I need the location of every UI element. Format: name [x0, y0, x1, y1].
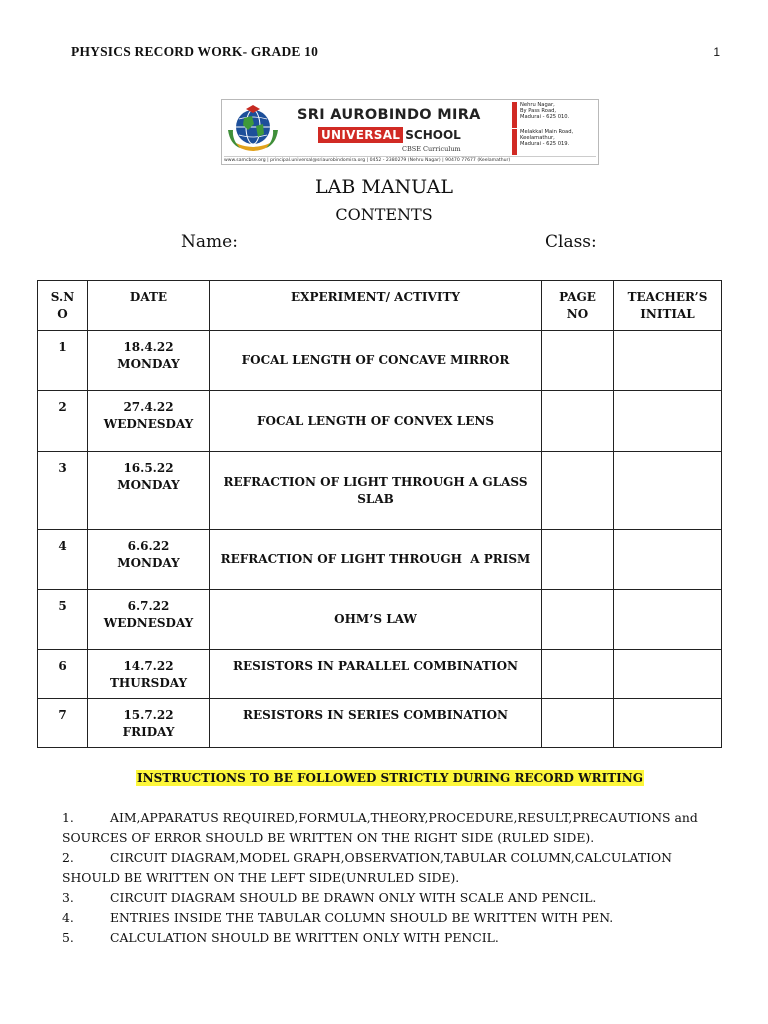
row-date	[88, 590, 210, 650]
row-experiment	[210, 452, 542, 530]
experiment-line1: REFRACTION OF LIGHT THROUGH A GLASS	[223, 474, 528, 489]
row-page-no[interactable]	[542, 590, 614, 650]
date-value: 27.4.22	[123, 400, 174, 414]
header-sno	[38, 281, 88, 331]
row-experiment: RESISTORS IN PARALLEL COMBINATION	[210, 650, 542, 699]
day-value: MONDAY	[117, 478, 180, 492]
address-line: Nehru Nagar,	[520, 102, 555, 108]
instruction-text: CIRCUIT DIAGRAM SHOULD BE DRAWN ONLY WITH SCALE AND PENCIL.	[110, 890, 597, 905]
row-page-no[interactable]	[542, 331, 614, 391]
page-number: 1	[713, 45, 720, 59]
date-value: 6.6.22	[127, 539, 170, 553]
contact-footer: www.samcbse.org | principal.universal@sriaurobindomira.org | 0452 - 2380279 (Nehru Nagar) | 90470 77677 (Keelamathur)	[224, 156, 596, 166]
header-date: DATE	[88, 281, 210, 331]
row-page-no[interactable]	[542, 650, 614, 699]
page-header	[71, 44, 720, 60]
row-sno: 6	[38, 650, 88, 699]
lab-manual-title: LAB MANUAL	[315, 176, 453, 198]
row-experiment: REFRACTION OF LIGHT THROUGH A PRISM	[210, 530, 542, 590]
row-teacher-initial[interactable]	[614, 530, 722, 590]
instruction-number: 3.	[62, 890, 74, 905]
day-value: MONDAY	[117, 556, 180, 570]
row-teacher-initial[interactable]	[614, 650, 722, 699]
day-value: WEDNESDAY	[103, 417, 194, 431]
address-block-1	[512, 102, 596, 128]
instruction-continuation: SOURCES OF ERROR SHOULD BE WRITTEN ON THE RIGHT SIDE (RULED SIDE).	[62, 830, 595, 845]
address-line: Keelamathur,	[520, 135, 555, 141]
globe-emblem-icon	[226, 104, 280, 154]
table-row	[38, 650, 722, 699]
address-line: Madurai - 625 019.	[520, 141, 570, 147]
row-sno: 5	[38, 590, 88, 650]
name-label: Name:	[181, 232, 238, 252]
row-teacher-initial[interactable]	[614, 391, 722, 452]
school-logo-banner	[221, 99, 599, 165]
day-value: FRIDAY	[122, 725, 175, 739]
instruction-item	[62, 848, 722, 888]
address-block-2	[512, 129, 596, 155]
row-teacher-initial[interactable]	[614, 699, 722, 748]
address-line: By Pass Road,	[520, 108, 557, 114]
table-row	[38, 331, 722, 391]
header-teacher-initial	[614, 281, 722, 331]
instruction-text: CALCULATION SHOULD BE WRITTEN ONLY WITH PENCIL.	[110, 930, 499, 945]
instruction-text: CIRCUIT DIAGRAM,MODEL GRAPH,OBSERVATION,TABULAR COLUMN,CALCULATION	[110, 850, 672, 865]
table-header-row	[38, 281, 722, 331]
header-sno-line2: O	[57, 307, 68, 321]
document-title: PHYSICS RECORD WORK- GRADE 10	[71, 44, 319, 59]
instruction-item	[62, 908, 722, 928]
row-experiment: FOCAL LENGTH OF CONCAVE MIRROR	[210, 331, 542, 391]
row-date	[88, 331, 210, 391]
row-date	[88, 391, 210, 452]
instructions-heading	[0, 767, 768, 786]
instruction-item	[62, 888, 722, 908]
row-teacher-initial[interactable]	[614, 590, 722, 650]
universal-wordmark: UNIVERSAL	[318, 127, 403, 143]
row-sno: 1	[38, 331, 88, 391]
row-sno: 2	[38, 391, 88, 452]
instructions-list	[62, 808, 722, 948]
row-sno: 7	[38, 699, 88, 748]
row-page-no[interactable]	[542, 391, 614, 452]
table-row	[38, 391, 722, 452]
day-value: THURSDAY	[109, 676, 188, 690]
header-initial-line2: INITIAL	[640, 307, 695, 321]
instruction-text: ENTRIES INSIDE THE TABULAR COLUMN SHOULD BE WRITTEN WITH PEN.	[110, 910, 614, 925]
date-value: 14.7.22	[123, 659, 174, 673]
header-initial-line1: TEACHER’S	[627, 290, 708, 304]
date-value: 16.5.22	[123, 461, 174, 475]
table-row	[38, 530, 722, 590]
header-page-no	[542, 281, 614, 331]
header-experiment: EXPERIMENT/ ACTIVITY	[210, 281, 542, 331]
table-row	[38, 699, 722, 748]
row-page-no[interactable]	[542, 452, 614, 530]
row-teacher-initial[interactable]	[614, 331, 722, 391]
instructions-heading-text: INSTRUCTIONS TO BE FOLLOWED STRICTLY DURING RECORD WRITING	[137, 771, 643, 785]
row-experiment: OHM’S LAW	[210, 590, 542, 650]
school-name-line2	[318, 127, 461, 143]
header-page-line2: NO	[566, 307, 589, 321]
row-page-no[interactable]	[542, 530, 614, 590]
row-date	[88, 530, 210, 590]
row-teacher-initial[interactable]	[614, 452, 722, 530]
row-sno: 4	[38, 530, 88, 590]
table-row	[38, 590, 722, 650]
school-name-line1: SRI AUROBINDO MIRA	[297, 107, 481, 123]
contents-table	[37, 280, 722, 748]
row-page-no[interactable]	[542, 699, 614, 748]
instruction-number: 2.	[62, 850, 74, 865]
table-row	[38, 452, 722, 530]
curriculum-label: CBSE Curriculum	[402, 145, 461, 153]
row-date	[88, 650, 210, 699]
address-line: Melakkal Main Road,	[520, 129, 574, 135]
school-wordmark: SCHOOL	[405, 128, 461, 142]
instruction-number: 1.	[62, 810, 74, 825]
row-experiment: RESISTORS IN SERIES COMBINATION	[210, 699, 542, 748]
date-value: 15.7.22	[123, 708, 174, 722]
day-value: WEDNESDAY	[103, 616, 194, 630]
row-experiment: FOCAL LENGTH OF CONVEX LENS	[210, 391, 542, 452]
header-page-line1: PAGE	[559, 290, 596, 304]
row-sno: 3	[38, 452, 88, 530]
date-value: 6.7.22	[127, 599, 170, 613]
address-line: Madurai - 625 010.	[520, 114, 570, 120]
instruction-text: AIM,APPARATUS REQUIRED,FORMULA,THEORY,PROCEDURE,RESULT,PRECAUTIONS and	[110, 810, 698, 825]
date-value: 18.4.22	[123, 340, 174, 354]
experiment-line2: SLAB	[357, 491, 394, 506]
header-sno-line1: S.N	[50, 290, 75, 304]
instruction-number: 5.	[62, 930, 74, 945]
instruction-item	[62, 808, 722, 848]
row-date	[88, 452, 210, 530]
contents-title: CONTENTS	[335, 205, 433, 224]
day-value: MONDAY	[117, 357, 180, 371]
instruction-item	[62, 928, 722, 948]
instruction-number: 4.	[62, 910, 74, 925]
class-label: Class:	[545, 232, 597, 252]
row-date	[88, 699, 210, 748]
instruction-continuation: SHOULD BE WRITTEN ON THE LEFT SIDE(UNRULED SIDE).	[62, 870, 460, 885]
